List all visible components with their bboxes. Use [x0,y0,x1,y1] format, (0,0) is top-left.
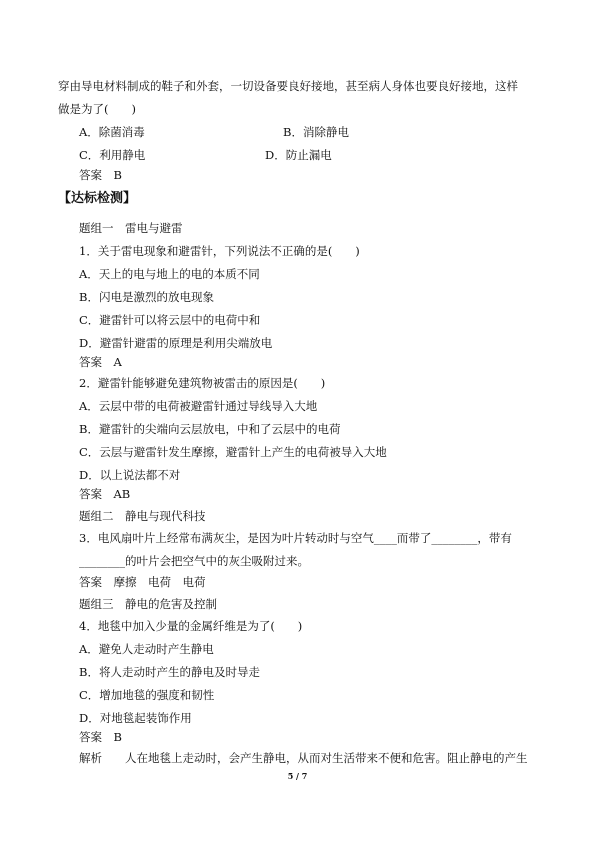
q2-option-b: B．避雷针的尖端向云层放电，中和了云层中的电荷 [79,422,341,436]
q1-answer: 答案 A [79,355,122,369]
q1-option-b: B．闪电是激烈的放电现象 [79,290,214,304]
q3-stem-line1: 3．电风扇叶片上经常布满灰尘，是因为叶片转动时与空气____而带了________，带有 [79,531,512,545]
intro-option-d: D．防止漏电 [265,148,332,162]
intro-stem-line1: 穿由导电材料制成的鞋子和外套，一切设备要良好接地，甚至病人身体也要良好接地，这样 [58,79,518,93]
q4-analysis: 解析 人在地毯上走动时，会产生静电，从而对生活带来不便和危害。阻止静电的产生 [79,751,528,765]
q4-option-b: B．将人走动时产生的静电及时导走 [79,665,260,679]
q3-stem-line2: ________的叶片会把空气中的灰尘吸附过来。 [79,554,309,568]
q4-option-d: D．对地毯起装饰作用 [79,711,192,725]
q1-option-d: D．避雷针避雷的原理是利用尖端放电 [79,336,273,350]
page-number: 5 / 7 [287,771,308,781]
q1-option-a: A．天上的电与地上的电的本质不同 [79,267,260,281]
q2-option-c: C．云层与避雷针发生摩擦，避雷针上产生的电荷被导入大地 [79,445,387,459]
intro-option-c: C．利用静电 [79,148,146,162]
q3-answer: 答案 摩擦 电荷 电荷 [79,575,206,589]
q2-option-d: D．以上说法都不对 [79,468,181,482]
intro-option-a: A．除菌消毒 [79,125,145,139]
intro-answer: 答案 B [79,168,122,182]
intro-stem-line2: 做是为了( ) [58,102,136,116]
group2-title: 题组二 静电与现代科技 [79,509,206,523]
q1-option-c: C．避雷针可以将云层中的电荷中和 [79,313,261,327]
q2-stem: 2．避雷针能够避免建筑物被雷击的原因是( ) [79,376,326,390]
group1-title: 题组一 雷电与避雷 [79,221,183,235]
q4-option-c: C．增加地毯的强度和韧性 [79,688,215,702]
q4-answer: 答案 B [79,730,122,744]
q2-option-a: A．云层中带的电荷被避雷针通过导线导入大地 [79,399,318,413]
q2-answer: 答案 AB [79,487,131,501]
q1-stem: 1．关于雷电现象和避雷针，下列说法不正确的是( ) [79,244,360,258]
q4-stem: 4．地毯中加入少量的金属纤维是为了( ) [79,619,303,633]
q4-option-a: A．避免人走动时产生静电 [79,642,214,656]
group3-title: 题组三 静电的危害及控制 [79,597,217,611]
intro-option-b: B．消除静电 [283,125,349,139]
section-title: 【达标检测】 [58,191,137,206]
